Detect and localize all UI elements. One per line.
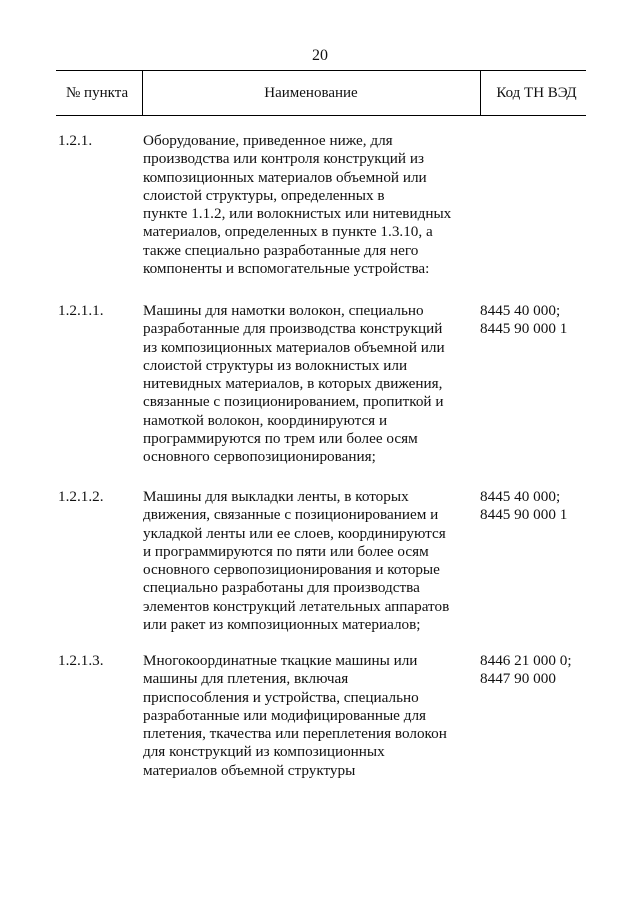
code-line: 8445 90 000 1 — [480, 320, 568, 338]
code-line: 8445 40 000; — [480, 488, 561, 505]
description-line: специально разработаны для производства — [143, 579, 420, 597]
item-number: 1.2.1.2. — [58, 488, 104, 505]
description-line: слоистой структуры из волокнистых или — [143, 356, 408, 374]
code-line: 8447 90 000 — [480, 670, 556, 688]
code-line: 8445 40 000; — [480, 302, 561, 319]
description-line: движения, связанные с позиционированием и — [143, 506, 439, 524]
description-line: разработанные для производства конструкций — [143, 320, 443, 338]
description-line: плетения, ткачества или переплетения волокон — [143, 725, 447, 743]
header-name: Наименование — [264, 85, 358, 101]
description-line: производства или контроля конструкций из — [143, 150, 424, 168]
description-line: машины для плетения, включая — [143, 670, 349, 688]
code-line: 8445 90 000 1 — [480, 506, 568, 524]
description-line: также специально разработанные для него — [143, 241, 419, 259]
header-divider — [480, 71, 481, 115]
description-line: элементов конструкций летательных аппаратов — [143, 597, 450, 615]
description-line: и программируются по пяти или более осям — [143, 542, 429, 560]
item-description — [143, 302, 478, 467]
description-line: Машины для выкладки ленты, в которых — [143, 488, 409, 505]
item-description — [143, 132, 478, 278]
description-line: основного сервопозиционирования; — [143, 448, 376, 466]
code-line: 8446 21 000 0; — [480, 652, 572, 669]
description-line: Оборудование, приведенное ниже, для — [143, 132, 393, 149]
description-line: разработанные или модифицированные для — [143, 706, 427, 724]
tn-ved-code — [480, 652, 620, 689]
description-line: программируются по трем или более осям — [143, 430, 418, 448]
description-line: основного сервопозиционирования и которые — [143, 561, 440, 579]
item-number: 1.2.1.1. — [58, 302, 104, 319]
description-line: нитевидных материалов, в которых движения, — [143, 375, 443, 393]
description-line: материалов, определенных в пункте 1.3.10, а — [143, 223, 433, 241]
item-description — [143, 488, 478, 634]
description-line: или ракет из композиционных материалов; — [143, 616, 421, 634]
item-description — [143, 652, 478, 780]
description-line: Многокоординатные ткацкие машины или — [143, 652, 418, 669]
item-number: 1.2.1. — [58, 132, 93, 149]
description-line: компоненты и вспомогательные устройства: — [143, 260, 430, 278]
tn-ved-code — [480, 302, 620, 339]
description-line: материалов объемной структуры — [143, 761, 356, 779]
description-line: слоистой структуры, определенных в — [143, 186, 385, 204]
page-number: 20 — [312, 47, 328, 64]
header-tn-ved-code: Код ТН ВЭД — [496, 85, 577, 101]
item-number: 1.2.1.3. — [58, 652, 104, 669]
description-line: пункте 1.1.2, или волокнистых или нитевидных — [143, 205, 452, 223]
description-line: из композиционных материалов объемной или — [143, 338, 445, 356]
description-line: укладкой ленты или ее слоев, координируются — [143, 524, 446, 542]
table-header — [56, 70, 586, 116]
description-line: композиционных материалов объемной или — [143, 168, 427, 186]
tn-ved-code — [480, 488, 620, 525]
description-line: связанные с позиционированием, пропиткой и — [143, 393, 444, 411]
description-line: приспособления и устройства, специально — [143, 688, 419, 706]
description-line: Машины для намотки волокон, специально — [143, 302, 424, 319]
header-item-number: № пункта — [66, 85, 129, 101]
description-line: намоткой волокон, координируются и — [143, 411, 388, 429]
description-line: для конструкций из композиционных — [143, 743, 385, 761]
